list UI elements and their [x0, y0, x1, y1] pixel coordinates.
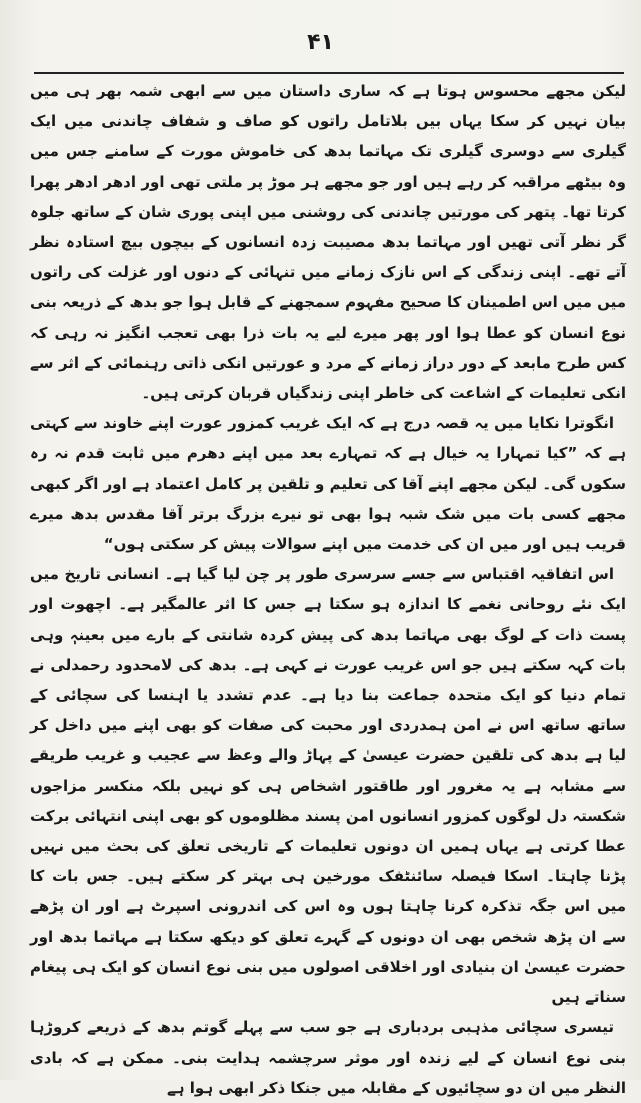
paragraph: تیسری سچائی مذہبی بردباری ہے جو سب سے پہلے گوتم بدھ کے ذریعے کروڑہا بنی نوع انسان کے لیے زندہ اور موثر سرچشمہ ہدایت بنی۔ ممکن ہے کہ بادی النظر میں ان دو سچائیوں کے مقابلہ میں جنکا ذکر ابھی ہوا ہے [30, 1018, 626, 1097]
paragraph: لیکن مجھے محسوس ہوتا ہے کہ ساری داستان میں سے ابھی شمہ بھر ہی میں بیان نہیں کر سکا یہاں بیں بلاتامل راتوں کو صاف و شفاف چاندنی میں ایک گیلری سے دوسری گیلری تک مہاتما بدھ کی خاموش مورت کے سامنے جس میں وہ بیٹھے مراقبہ کر رہے ہیں اور جو مجھے ہر موڑ پر ملتی تھی اور ادھر ادھر پھرا کرتا تھا۔ پتھر کی مورتیں چاندنی کی روشنی میں اپنی پوری شان کے ساتھ جلوہ گر نظر آتی تھیں اور مہاتما بدھ مصیبت زدہ انسانوں کے بیچوں بیچ استادہ نظر آتے تھے۔ اپنی زندگی کے اس نازک زمانے میں تنہائی کے دنوں اور غزلت کی راتوں میں میں اس اطمینان کا صحیح مفہوم سمجھنے کے قابل ہوا جو بدھ کے ذریعہ بنی نوع انسان کو عطا ہوا اور پھر میرے لیے یہ بات ذرا بھی تعجب انگیز نہ رہی کہ کس طرح مابعد کے دور دراز زمانے کے مرد و عورتیں انکی ذاتی رہنمائی کے اثر سے انکی تعلیمات کے اشاعت کی خاطر اپنی زندگیاں قربان کرتی ہیں۔ [30, 82, 626, 403]
paragraph: اس اتفاقیہ اقتباس سے جسے سرسری طور پر چن لیا گیا ہے۔ انسانی تاریخ میں ایک نئے روحانی نغمے کا اندازہ ہو سکتا ہے جس کا اثر عالمگیر ہے۔ اچھوت اور پست ذات کے لوگ بھی مہاتما بدھ کی پیش کردہ شانتی کے بارے میں بعینہٖ وہی بات کہہ سکتے ہیں جو اس غریب عورت نے کہی ہے۔ بدھ کی لامحدود رحمدلی نے تمام دنیا کو ایک متحدہ جماعت بنا دیا ہے۔ عدم تشدد یا اہنسا کی سچائی کے ساتھ ساتھ اس نے امن ہمدردی اور محبت کی صفات کو بھی اپنے میں داخل کر لیا ہے بدھ کی تلقین حضرت عیسیٰ کے پہاڑ والے وعظ سے عجیب و غریب طریقے سے مشابہ ہے یہ مغرور اور طاقتور اشخاص ہی کو نہیں بلکہ منکسر مزاجوں شکستہ دل لوگوں کمزور انسانوں امن پسند مظلوموں کو بھی اپنی انتہائی برکت عطا کرتی ہے یہاں ہمیں ان دونوں تعلیمات کے تاریخی تعلق کی بحث میں نہیں پڑنا چاہتا۔ اسکا فیصلہ سائنٹفک مورخین ہی بہتر کر سکتے ہیں۔ جس بات کا میں اس جگہ تذکرہ کرنا چاہتا ہوں وہ اس کی اندرونی اسپرٹ ہے اور ان پڑھے سے ان پڑھ شخص بھی ان دونوں کے گہرے تعلق کو دیکھ سکتا ہے مہاتما بدھ اور حضرت عیسیٰ ان بنیادی اور اخلاقی اصولوں میں بنی نوع انسان کو ایک ہی پیغام سناتے ہیں [30, 565, 626, 1007]
paragraph: انگوترا نکایا میں یہ قصہ درج ہے کہ ایک غریب کمزور عورت اپنے خاوند سے کہتی ہے کہ ”کیا تمہارا یہ خیال ہے کہ تمہارے بعد میں اپنے دھرم میں ثابت قدم نہ رہ سکوں گی۔ لیکن مجھے اپنے آقا کی تعلیم و تلقین پر کامل اعتماد ہے اور اگر کبھی مجھے کسی بات میں شک شبہ ہوا بھی تو نیرے بزرگ برتر آقا مقدس بدھ میرے قریب ہیں اور میں ان کی خدمت میں اپنے سوالات پیش کر سکتی ہوں“ [30, 414, 626, 554]
body-text [30, 76, 626, 1103]
header-rule [34, 72, 624, 74]
page-number: ۴۱ [307, 30, 334, 55]
